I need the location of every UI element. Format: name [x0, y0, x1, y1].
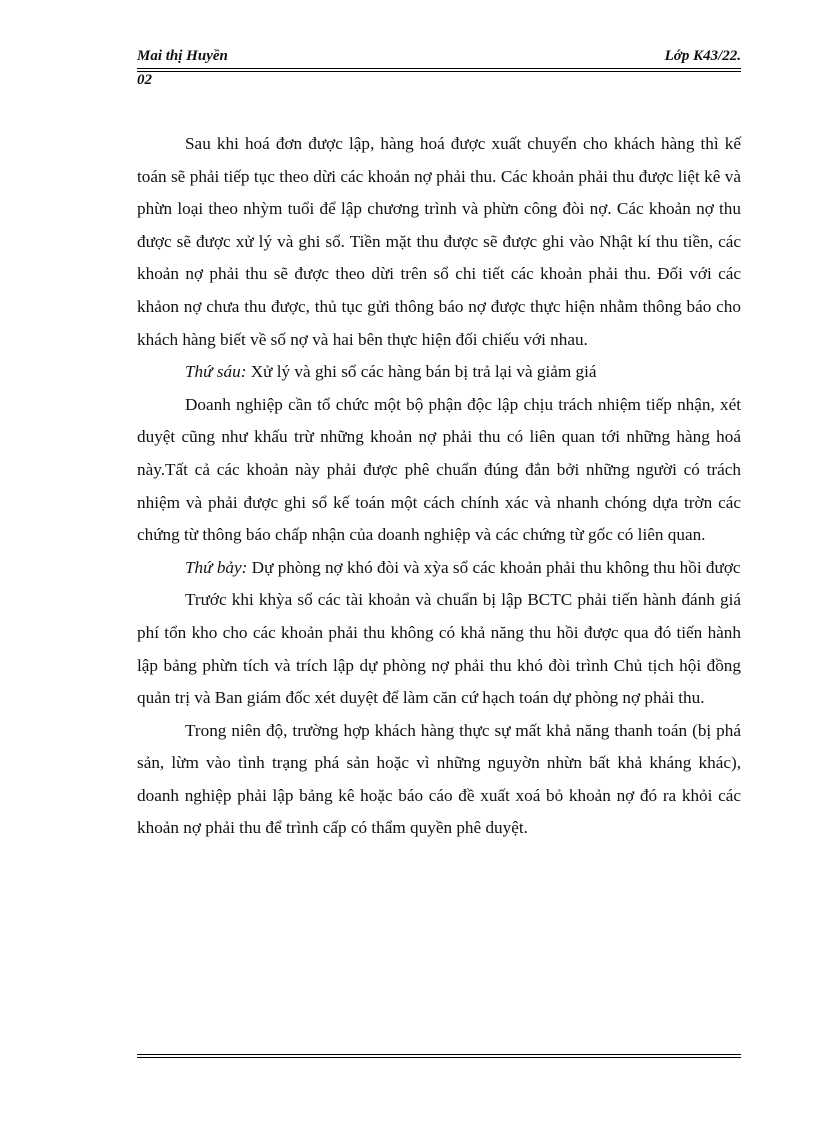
- footer-rule-top: [137, 1054, 741, 1055]
- header-rule-bottom: [137, 71, 741, 72]
- footer-rule-bottom: [137, 1057, 741, 1058]
- paragraph: [137, 715, 741, 845]
- paragraph: [137, 356, 741, 389]
- paragraph: [137, 389, 741, 552]
- paragraph-text: Xử lý và ghi sổ các hàng bán bị trả lại và giảm giá: [246, 362, 597, 382]
- class-label: Lớp K43/22.: [664, 48, 741, 64]
- author-name: Mai thị Huyền: [137, 48, 228, 64]
- paragraph-text: Doanh nghiệp cần tổ chức một bộ phận độc lập chịu trách nhiệm tiếp nhận, xét duyệt cũng như khấu trừ những khoản nợ phải thu có liên quan tới những hàng hoá này.Tất cả các khoản này phải được phê chuẩn đúng đắn bởi những người có trách nhiệm và phải được ghi sổ kế toán một cách chính xác và nhanh chóng dựa trờn các chứng từ thông báo chấp nhận của doanh nghiệp và các chứng từ gốc có liên quan.: [137, 394, 741, 545]
- paragraph: [137, 552, 741, 585]
- paragraph-text: Trước khi khỳa sổ các tài khoản và chuẩn bị lập BCTC phải tiến hành đánh giá phí tổn kho cho các khoản phải thu không có khả năng thu hồi được qua đó tiến hành lập bảng phừn tích và trích lập dự phòng nợ phải thu khó đòi trình Chủ tịch hội đồng quản trị và Ban giám đốc xét duyệt để làm căn cứ hạch toán dự phòng nợ phải thu.: [137, 590, 741, 708]
- author-name-continuation: 02: [137, 72, 152, 88]
- section-lead: Thứ bảy:: [185, 557, 248, 577]
- paragraph-text: Dự phòng nợ khó đòi và xỳa sổ các khoản phải thu không thu hồi được: [247, 557, 741, 577]
- page-header: [137, 48, 741, 88]
- document-body: [137, 128, 741, 845]
- paragraph: [137, 128, 741, 356]
- paragraph-text: Sau khi hoá đơn được lập, hàng hoá được xuất chuyển cho khách hàng thì kế toán sẽ phải tiếp tục theo dừi các khoản nợ phải thu. Các khoản phải thu được liệt kê và phừn loại theo nhỳm tuổi để lập chương trình và phừn công đòi nợ. Các khoản nợ thu được sẽ được xử lý và ghi sổ. Tiền mặt thu được sẽ được ghi vào Nhật kí thu tiền, các khoản nợ phải thu sẽ được theo dừi trên sổ chi tiết các khoản phải thu. Đối với các khảon nợ chưa thu được, thủ tục gửi thông báo nợ được thực hiện nhằm thông báo cho khách hàng biết về số nợ và hai bên thực hiện đối chiếu với nhau.: [137, 134, 741, 349]
- paragraph-text: Trong niên độ, trường hợp khách hàng thực sự mất khả năng thanh toán (bị phá sản, lừm vào tình trạng phá sản hoặc vì những nguyờn nhừn bất khả kháng khác), doanh nghiệp phải lập bảng kê hoặc báo cáo đề xuất xoá bỏ khoản nợ đó ra khỏi các khoản nợ phải thu để trình cấp có thẩm quyền phê duyệt.: [137, 720, 741, 838]
- section-lead: Thứ sáu:: [185, 362, 247, 382]
- header-rule-top: [137, 68, 741, 69]
- paragraph: [137, 584, 741, 714]
